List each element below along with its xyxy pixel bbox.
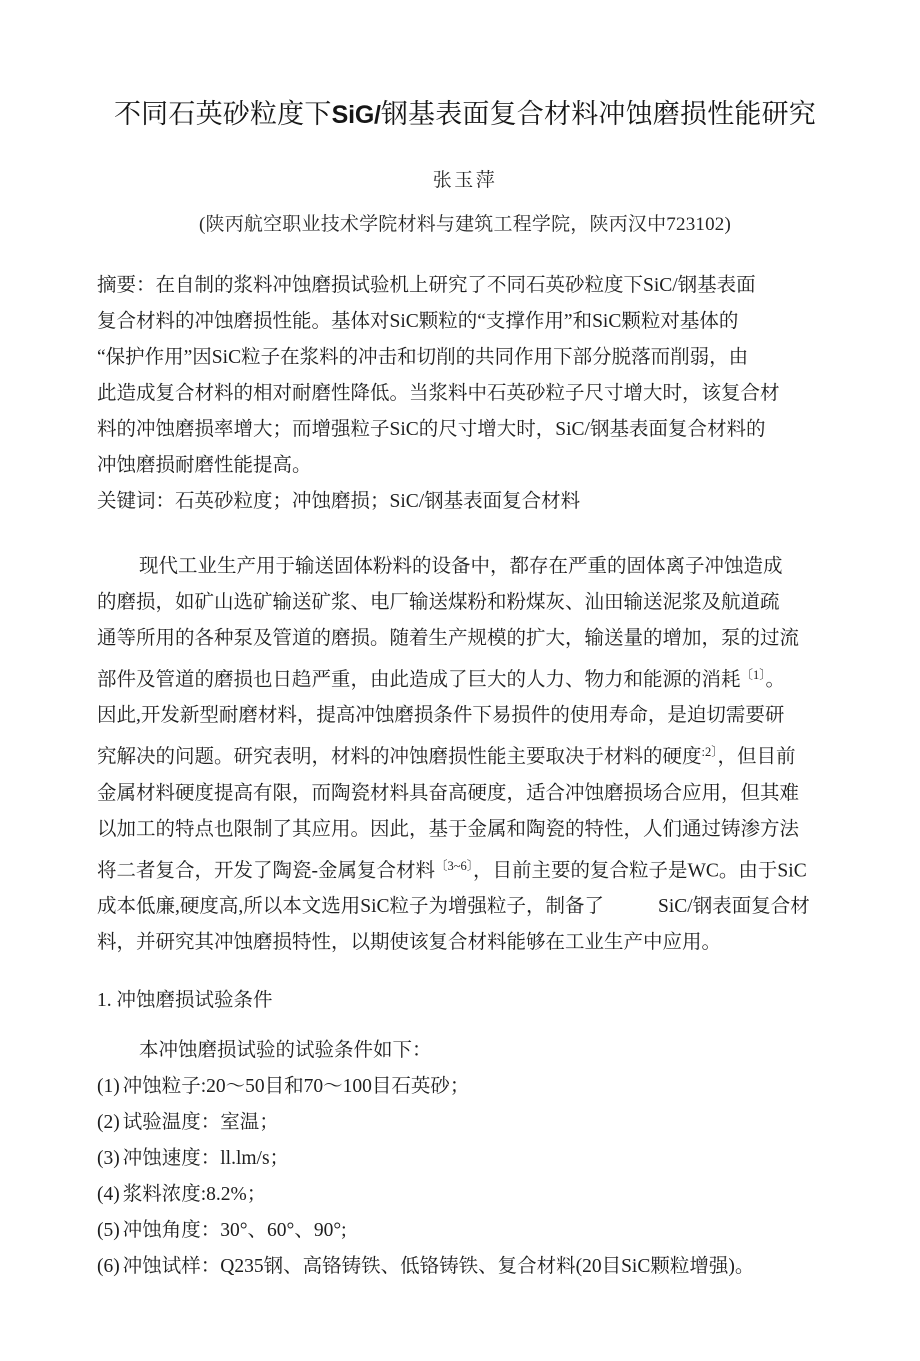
body-line-tail: SiC/钢表面复合材	[658, 896, 810, 918]
body-line: 以加工的特点也限制了其应用。因此，基于金属和陶瓷的特性，人们通过铸渗方法	[97, 818, 800, 840]
abstract-block	[97, 236, 833, 520]
list-item-label: 冲蚀速度：ll.lm/s；	[122, 1148, 290, 1170]
body-line-text: 部件及管道的磨损也日趋严重，由此造成了巨大的人力、物力和能源的消耗	[97, 669, 741, 691]
citation-ref-2: :2〕	[701, 745, 718, 760]
list-item-number: (4)	[97, 1184, 120, 1206]
abstract-line: 复合材料的冲蚀磨损性能。基体对SiC颗粒的“支撑作用”和SiC颗粒对基体的	[97, 310, 739, 332]
title-part-post: 钢基表面复合材料冲蚀磨损性能研究	[380, 99, 817, 129]
body-line	[97, 657, 833, 699]
section-heading-1: 1. 冲蚀磨损试验条件	[97, 990, 273, 1012]
list-item-label: 浆料浓度:8.2%；	[122, 1184, 267, 1206]
abstract-line: 冲蚀磨损耐磨性能提高。	[97, 454, 312, 476]
list-item	[97, 1249, 833, 1285]
list-item-label: 冲蚀角度：30°、60°、90°;	[122, 1220, 347, 1242]
list-item	[97, 1141, 833, 1177]
list-item-label: 冲蚀试样：Q235钢、高铬铸铁、低铬铸铁、复合材料(20目SiC颗粒增强)。	[122, 1256, 755, 1278]
citation-ref-1: 〔1〕	[740, 667, 766, 682]
body-line-tail: 。	[765, 669, 786, 691]
page-content	[97, 0, 833, 1285]
body-line	[97, 848, 833, 890]
body-line-tail: ，目前主要的复合粒子是WC。由于SiC	[473, 860, 807, 882]
author-name: 张玉萍	[432, 169, 498, 191]
list-item	[97, 1177, 833, 1213]
body-block	[97, 520, 833, 962]
list-item-number: (3)	[97, 1148, 120, 1170]
body-line: 因此,开发新型耐磨材料，提高冲蚀磨损条件下易损件的使用寿命，是迫切需要研	[97, 705, 785, 727]
body-line	[97, 889, 833, 925]
body-line-text: 成本低廉,硬度高,所以本文选用SiC粒子为增强粒子，制备了	[97, 896, 605, 918]
abstract-line: 摘要：在自制的浆料冲蚀磨损试验机上研究了不同石英砂粒度下SiC/钢基表面	[97, 274, 756, 296]
list-item-number: (2)	[97, 1112, 120, 1134]
body-line-text: 将二者复合，开发了陶瓷-金属复合材料	[97, 860, 435, 882]
body-line: 的磨损，如矿山选矿输送矿浆、电厂输送煤粉和粉煤灰、汕田输送泥浆及航道疏	[97, 591, 780, 613]
section-intro: 本冲蚀磨损试验的试验条件如下：	[139, 1040, 432, 1062]
citation-ref-3-6: 〔3~6〕	[435, 858, 474, 873]
body-line: 通等所用的各种泵及管道的磨损。随着生产规模的扩大，输送量的增加，泵的过流	[97, 627, 800, 649]
list-item-label: 试验温度：室温；	[122, 1112, 279, 1134]
abstract-line: 料的冲蚀磨损率增大；而增强粒子SiC的尺寸增大时，SiC/钢基表面复合材料的	[97, 418, 766, 440]
title-part-pre: 不同石英砂粒度下	[113, 99, 332, 129]
abstract-line: 此造成复合材料的相对耐磨性降低。当浆料中石英砂粒子尺寸增大时，该复合材	[97, 382, 780, 404]
body-line: 现代工业生产用于输送固体粉料的设备中，都存在严重的固体离子冲蚀造成	[139, 555, 783, 577]
list-item-label: 冲蚀粒子:20～50目和70～100目石英砂；	[122, 1076, 470, 1098]
list-item-number: (6)	[97, 1256, 120, 1278]
body-line: 金属材料硬度提高有限，而陶瓷材料具奋高硬度，适合冲蚀磨损场合应用，但其难	[97, 782, 800, 804]
list-item	[97, 1069, 833, 1105]
list-item-number: (1)	[97, 1076, 120, 1098]
abstract-keywords: 关键词：石英砂粒度；冲蚀磨损；SiC/钢基表面复合材料	[97, 490, 581, 512]
body-line-text: 究解决的问题。研究表明，材料的冲蚀磨损性能主要取决于材料的硬度	[97, 746, 702, 768]
list-item	[97, 1105, 833, 1141]
abstract-line: “保护作用”因SiC粒子在浆料的冲击和切削的共同作用下部分脱落而削弱，由	[97, 346, 749, 368]
list-item-number: (5)	[97, 1220, 120, 1242]
body-line: 料，并研究其冲蚀磨损特性，以期使该复合材料能够在工业生产中应用。	[97, 932, 722, 954]
list-item	[97, 1213, 833, 1249]
title-part-latin: SiG/	[331, 101, 381, 129]
author-affiliation: (陕丙航空职业技术学院材料与建筑工程学院，陕丙汉中723102)	[198, 213, 732, 235]
conditions-block	[97, 1019, 833, 1285]
body-line	[97, 734, 833, 776]
body-line-tail: ，但目前	[717, 746, 796, 768]
page-title	[97, 0, 833, 132]
